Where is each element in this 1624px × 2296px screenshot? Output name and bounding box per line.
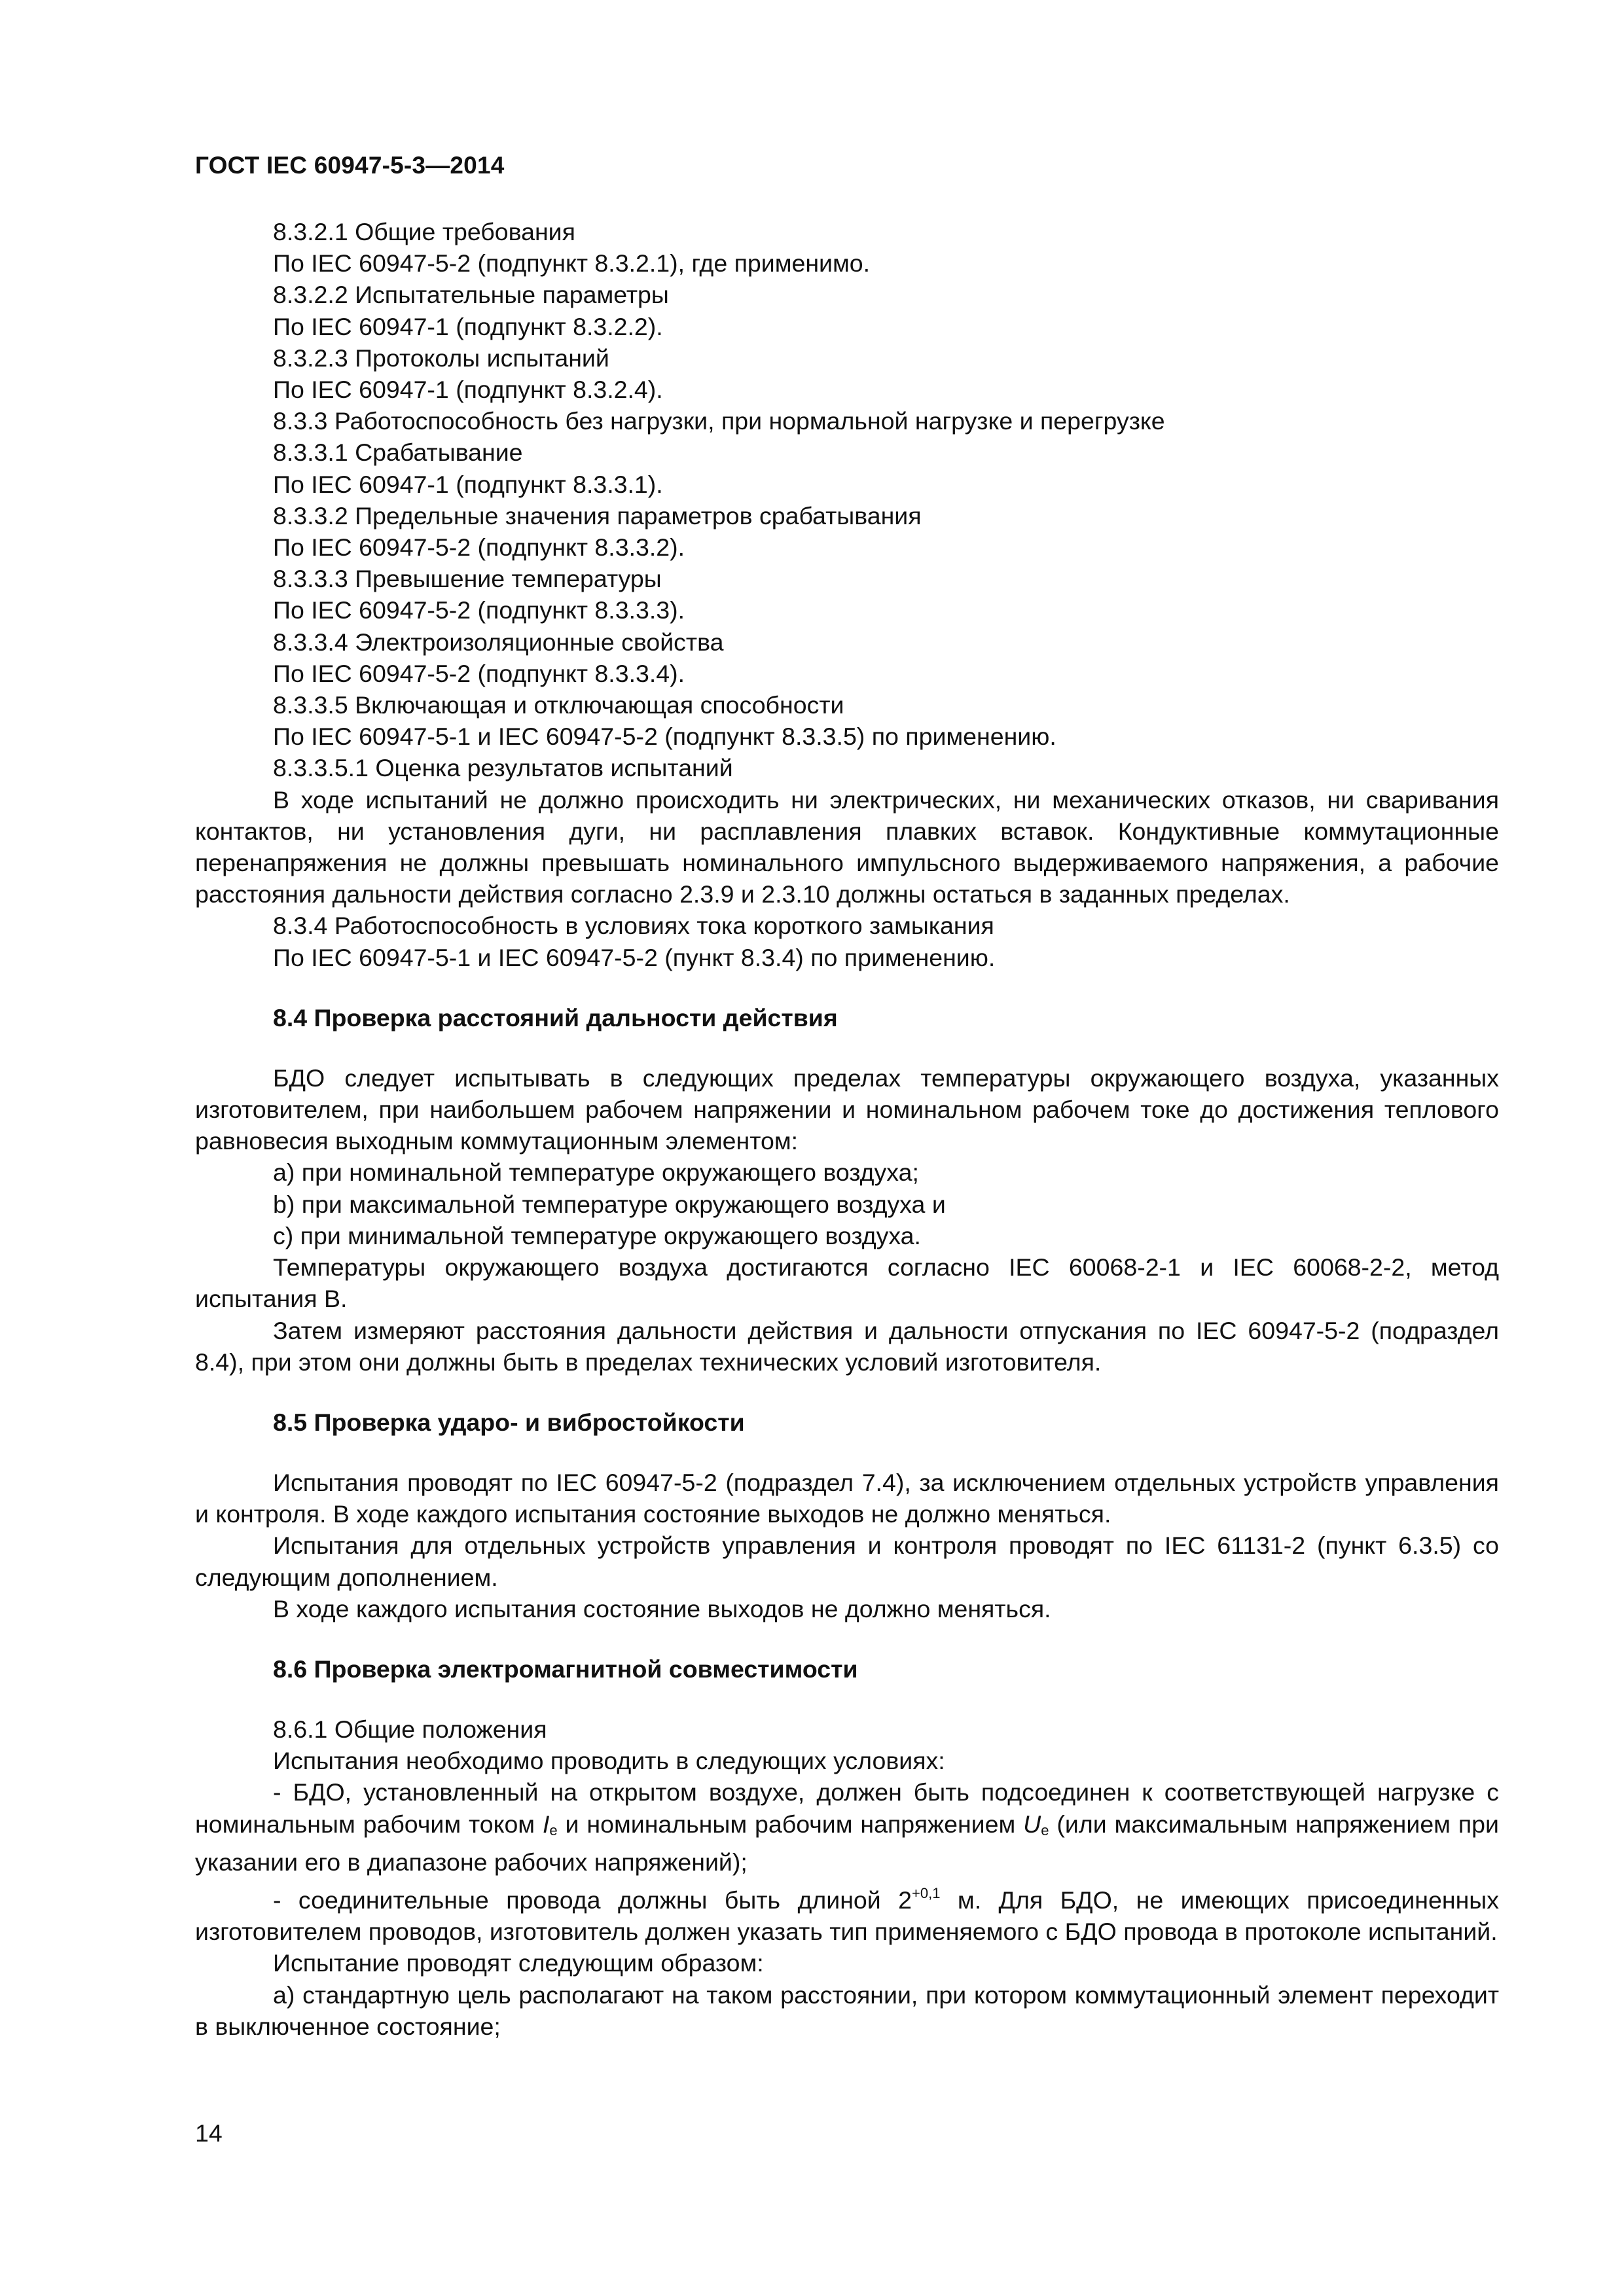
clause-8-3-3-5-title: 8.3.3.5 Включающая и отключающая способности: [273, 691, 844, 719]
clause-8-3-2-1-title: 8.3.2.1 Общие требования: [273, 218, 575, 245]
page-number: 14: [195, 2119, 223, 2147]
section-8-4-heading: 8.4 Проверка расстояний дальности действия: [273, 1003, 838, 1031]
section-8-5-paragraph: В ходе каждого испытания состояние выходов не должно меняться.: [273, 1594, 1051, 1623]
clause-8-3-2-2-title: 8.3.2.2 Испытательные параметры: [273, 281, 669, 309]
section-8-6-heading: 8.6 Проверка электромагнитной совместимости: [273, 1655, 858, 1683]
clause-8-3-3-5-1-text: В ходе испытаний не должно происходить ни электрических, ни механических отказов, ни сваривания контактов, ни установления дуги, ни расплавления плавких вставок. Кондуктивные коммутационные перенапряжения не должны превышать номинального импульсного выдерживаемого напряжения, а рабочие расстояния дальности действия согласно 2.3.9 и 2.3.10 должны остаться в заданных пределах.: [195, 785, 1499, 908]
text-run: (или максимальным напряжением при указании его в диапазоне рабочих напряжений);: [195, 1810, 1499, 1876]
clause-8-3-3-4-title: 8.3.3.4 Электроизоляционные свойства: [273, 628, 724, 656]
section-8-5-paragraph: Испытания проводят по IEC 60947-5-2 (подраздел 7.4), за исключением отдельных устройств управления и контроля. В ходе каждого испытания состояние выходов не должно меняться.: [195, 1468, 1499, 1528]
clause-8-3-3-3-text: По IEC 60947-5-2 (подпункт 8.3.3.3).: [273, 596, 685, 624]
standard-header: ГОСТ IEC 60947-5-3—2014: [195, 152, 505, 179]
clause-8-3-4-text: По IEC 60947-5-1 и IEC 60947-5-2 (пункт 8.3.4) по применению.: [273, 943, 996, 971]
current-symbol: I: [542, 1810, 550, 1838]
clause-8-3-4-title: 8.3.4 Работоспособность в условиях тока короткого замыкания: [273, 912, 994, 940]
section-8-6-paragraph: Испытания необходимо проводить в следующих условиях:: [273, 1747, 945, 1775]
clause-8-3-2-1-text: По IEC 60947-5-2 (подпункт 8.3.2.1), где применимо.: [273, 249, 871, 278]
section-8-4-item-c: c) при минимальной температуре окружающего воздуха.: [273, 1221, 921, 1249]
section-8-6-step-a: a) стандартную цель располагают на таком расстоянии, при котором коммутационный элемент переходит в выключенное состояние;: [195, 1981, 1499, 2040]
clause-8-3-3-5-1-title: 8.3.3.5.1 Оценка результатов испытаний: [273, 754, 733, 782]
tolerance-superscript: +0,1: [912, 1884, 941, 1901]
clause-8-3-2-3-text: По IEC 60947-1 (подпункт 8.3.2.4).: [273, 376, 663, 404]
clause-8-3-2-2-text: По IEC 60947-1 (подпункт 8.3.2.2).: [273, 312, 663, 340]
section-8-4-paragraph: Температуры окружающего воздуха достигаются согласно IEC 60068-2-1 и IEC 60068-2-2, метод испытания В.: [195, 1253, 1499, 1313]
section-8-5-paragraph: Испытания для отдельных устройств управления и контроля проводят по IEC 61131-2 (пункт 6.3.5) со следующим дополнением.: [195, 1532, 1499, 1591]
clause-8-3-3-3-title: 8.3.3.3 Превышение температуры: [273, 565, 662, 593]
clause-8-3-3-1-title: 8.3.3.1 Срабатывание: [273, 439, 523, 467]
section-8-5-heading: 8.5 Проверка ударо- и вибростойкости: [273, 1408, 745, 1436]
section-8-4-paragraph: БДО следует испытывать в следующих пределах температуры окружающего воздуха, указанных изготовителем, при наибольшем рабочем напряжении и номинальном рабочем токе до достижения теплового равновесия выходным коммутационным элементом:: [195, 1064, 1499, 1155]
section-8-4-paragraph: Затем измеряют расстояния дальности действия и дальности отпускания по IEC 60947-5-2 (подраздел 8.4), при этом они должны быть в пределах технических условий изготовителя.: [195, 1316, 1499, 1376]
clause-8-3-3-1-text: По IEC 60947-1 (подпункт 8.3.3.1).: [273, 470, 663, 498]
section-8-6-paragraph: Испытание проводят следующим образом:: [273, 1949, 764, 1977]
document-body: [195, 216, 1499, 2042]
text-run: и номинальным рабочим напряжением: [557, 1810, 1024, 1838]
text-run: - соединительные провода должны быть длиной 2: [273, 1886, 912, 1914]
voltage-subscript: e: [1041, 1821, 1049, 1839]
current-subscript: e: [549, 1821, 558, 1839]
text-run: - БДО, установленный на открытом воздухе, должен быть подсоединен к соответствующей нагрузке с номинальным рабочим током: [195, 1778, 1499, 1838]
clause-8-3-3-2-text: По IEC 60947-5-2 (подпункт 8.3.3.2).: [273, 533, 685, 562]
clause-8-3-3-title: 8.3.3 Работоспособность без нагрузки, при нормальной нагрузке и перегрузке: [273, 407, 1165, 435]
clause-8-3-2-3-title: 8.3.2.3 Протоколы испытаний: [273, 344, 609, 372]
clause-8-3-3-2-title: 8.3.3.2 Предельные значения параметров срабатывания: [273, 501, 922, 529]
section-8-6-condition-wires: [195, 1878, 1499, 1947]
voltage-symbol: U: [1023, 1810, 1041, 1838]
section-8-4-item-a: a) при номинальной температуре окружающего воздуха;: [273, 1158, 919, 1187]
clause-8-6-1-title: 8.6.1 Общие положения: [273, 1715, 547, 1743]
section-8-4-item-b: b) при максимальной температуре окружающего воздуха и: [273, 1190, 946, 1218]
clause-8-3-3-5-text: По IEC 60947-5-1 и IEC 60947-5-2 (подпункт 8.3.3.5) по применению.: [273, 723, 1056, 751]
section-8-6-condition-load: [195, 1776, 1499, 1878]
clause-8-3-3-4-text: По IEC 60947-5-2 (подпункт 8.3.3.4).: [273, 659, 685, 687]
text-run: м. Для БДО, не имеющих присоединенных изготовителем проводов, изготовитель должен указать тип применяемого с БДО провода в протоколе испытаний.: [195, 1886, 1499, 1946]
